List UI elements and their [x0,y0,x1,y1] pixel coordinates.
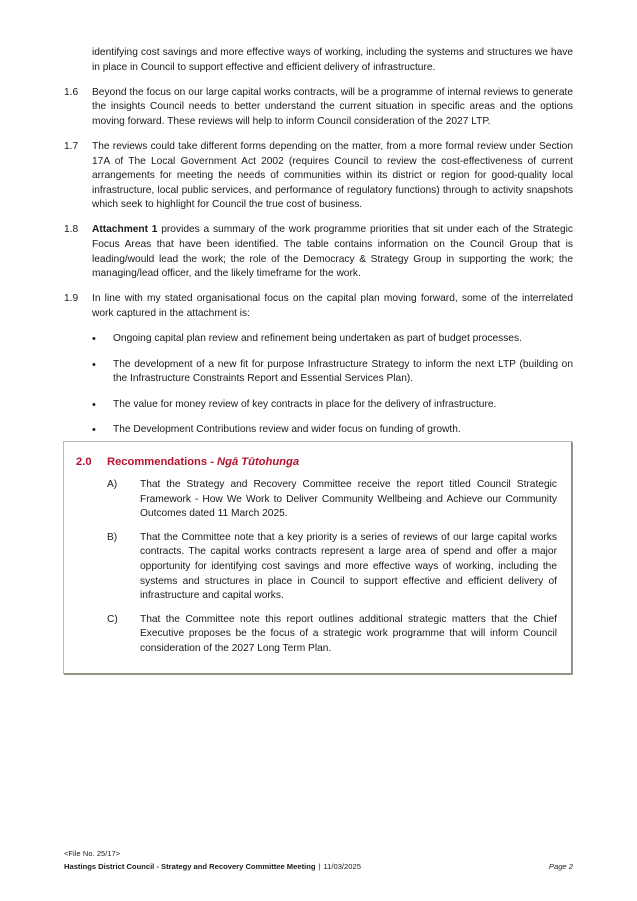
footer-row [64,861,573,873]
paragraph-continuation [64,46,573,75]
list-item [92,332,573,347]
attachment-reference: Attachment 1 [92,224,158,236]
section-title-maori: Ngā Tūtohunga [217,456,300,468]
list-item-text: The development of a new fit for purpose Infrastructure Strategy to inform the next LTP (building on the Infrastructure Constraints Report and Essential Services Plan). [113,358,573,385]
list-item-text: The value for money review of key contracts in place for the delivery of infrastructure. [113,398,497,410]
footer-date: 11/03/2025 [323,861,361,871]
bullet-list [64,332,573,438]
list-item-text: The Development Contributions review and wider focus on funding of growth. [113,424,461,436]
recommendation-item-a [107,478,557,522]
footer-page-number: Page 2 [548,861,573,871]
section-title-english: Recommendations - [107,456,218,468]
paragraph-number: 1.7 [64,140,79,152]
recommendations-box [63,441,572,674]
recommendations-heading [76,456,557,468]
recommendation-text: That the Committee note that a key priority is a series of reviews of our large capital works contracts. The capital works contracts represent a large area of spend and offer a major opportunity for identifying cost savings and more effective ways of working, including the systems and structures in place in Council to support effective and efficient delivery of infrastructure and capital works. [140,531,557,602]
paragraph-number: 1.9 [64,293,79,305]
paragraph-number: 1.6 [64,86,79,98]
list-item [92,358,573,387]
paragraph-text-rest: provides a summary of the work programme priorities that sit under each of the Strategic Focus Areas that have been identified. The table contains information on the Council Group that is leading/would lead the work; the role of the Democracy & Strategy Group in supporting the work; the managing/lead officer, and the likely timeframe for the work. [92,224,573,280]
list-item [92,423,573,438]
list-item [92,398,573,413]
paragraph-number: 1.8 [64,224,79,236]
paragraph-text [92,223,573,281]
footer-file-number: <File No. 25/17> [64,849,121,858]
bullet-icon: • [92,424,96,437]
body-content [64,46,573,449]
paragraph-text: The reviews could take different forms depending on the matter, from a more formal review under Section 17A of The Local Government Act 2002 (requires Council to review the cost-effectiveness of current arrangements for meeting the needs of communities within its district or region for good-quality local infrastructure, local public services, and performance of regulatory functions) through to activity snapshots which seek to highlight for Council the true cost of business. [92,140,573,211]
paragraph-text: identifying cost savings and more effective ways of working, including the systems and structures we have in place in Council to support effective and efficient delivery of infrastructure. [92,47,573,73]
recommendation-item-c [107,613,557,657]
paragraph-text: In line with my stated organisational focus on the capital plan moving forward, some of the interrelated work captured in the attachment is: [92,293,573,319]
paragraph-1-7 [64,140,573,213]
page-footer [64,848,573,872]
bullet-icon: • [92,358,96,371]
recommendation-label: B) [107,531,118,543]
list-item-text: Ongoing capital plan review and refinement being undertaken as part of budget processes. [113,333,522,344]
paragraph-1-9 [64,292,573,321]
paragraph-1-6 [64,86,573,130]
recommendation-item-b [107,531,557,604]
section-number: 2.0 [76,456,92,468]
bullet-icon: • [92,398,96,411]
recommendation-label: C) [107,613,118,625]
paragraph-text: Beyond the focus on our large capital works contracts, will be a programme of internal reviews to generate the insights Council needs to better understand the current situation in specific areas and the options moving forward. These reviews will help to inform Council consideration of the 2027 LTP. [92,86,573,127]
recommendation-text: That the Committee note this report outlines additional strategic matters that the Chief Executive proposes be the focus of a strategic work programme that will inform Council consideration of the 2027 Long Term Plan. [140,613,557,654]
recommendation-label: A) [107,479,118,490]
footer-meeting-title: Hastings District Council - Strategy and Recovery Committee Meeting [64,861,316,871]
section-title [107,456,299,468]
paragraph-1-8 [64,223,573,281]
recommendation-text: That the Strategy and Recovery Committee receive the report titled Council Strategic Framework - How We Work to Deliver Community Wellbeing and Achieve our Community Outcomes dated 11 March 2025. [140,479,557,520]
footer-separator: | [318,861,321,871]
bullet-icon: • [92,333,96,345]
footer-meeting-info [64,861,361,873]
